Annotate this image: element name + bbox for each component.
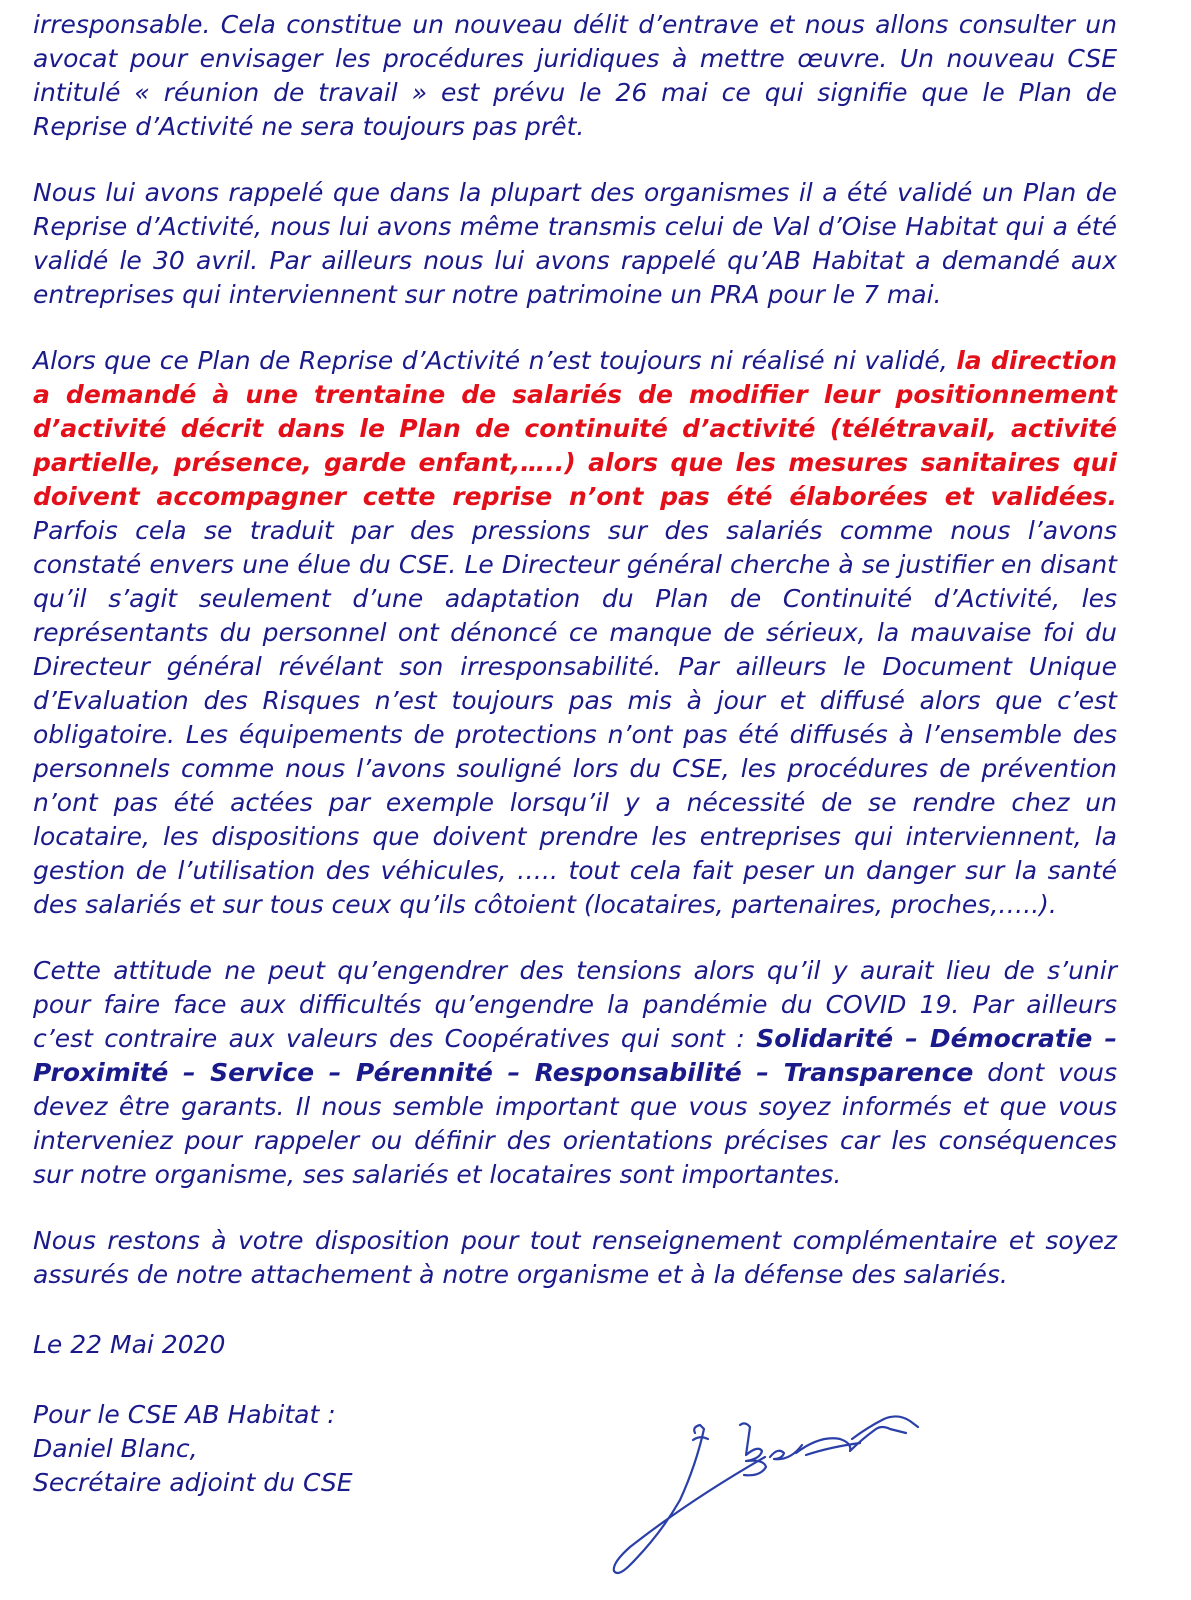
sign-line-title: Secrétaire adjoint du CSE bbox=[33, 1468, 353, 1497]
letter-date: Le 22 Mai 2020 bbox=[33, 1330, 226, 1359]
paragraph-3-highlight: la direction a demandé à une trentaine de salariés de modifier leur positionnement d’activité décrit dans le Plan de continuité d’activité (télétravail, activité partielle, présence, garde enfant,…..) alors que les mesures sanitaires qui doivent accompagner cette reprise n’ont pas été élaborées et validées. bbox=[33, 346, 1117, 511]
paragraph-3-intro: Alors que ce Plan de Reprise d’Activité n’est toujours ni réalisé ni validé, bbox=[33, 346, 957, 375]
paragraph-3-rest: Parfois cela se traduit par des pressions sur des salariés comme nous l’avons constaté envers une élue du CSE. Le Directeur général cherche à se justifier en disant qu’il s’agit seulement d’une adaptation du Plan de Continuité d’Activité, les représentants du personnel ont dénoncé ce manque de sérieux, la mauvaise foi du Directeur général révélant son irresponsabilité. Par ailleurs le Document Unique d’Evaluation des Risques n’est toujours pas mis à jour et diffusé alors que c’est obligatoire. Les équipements de protections n’ont pas été diffusés à l’ensemble des personnels comme nous l’avons souligné lors du CSE, les procédures de prévention n’ont pas été actées par exemple lorsqu’il y a nécessité de se rendre chez un locataire, les dispositions que doivent prendre les entreprises qui interviennent, la gestion de l’utilisation des véhicules, ….. tout cela fait peser un danger sur la santé des salariés et sur tous ceux qu’ils côtoient (locataires, partenaires, proches,…..). bbox=[33, 516, 1117, 919]
paragraph-5: Nous restons à votre disposition pour tout renseignement complémentaire et soyez assurés de notre attachement à notre organisme et à la défense des salariés. bbox=[33, 1226, 1117, 1289]
sign-line-organisation: Pour le CSE AB Habitat : bbox=[33, 1400, 336, 1429]
paragraph-3 bbox=[33, 344, 1117, 922]
paragraph-4-intro: Cette attitude ne peut qu’engendrer des tensions alors qu’il y aurait lieu de s’unir pour faire face aux difficultés qu’engendre la pandémie du COVID 19. Par ailleurs c’est contraire aux valeurs des Coopératives qui sont : bbox=[33, 956, 1117, 1053]
paragraph-4-rest: dont vous devez être garants. Il nous semble important que vous soyez informés et que vous interveniez pour rappeler ou définir des orientations précises car les conséquences sur notre organisme, ses salariés et locataires sont importantes. bbox=[33, 1058, 1118, 1189]
cooperative-values: Solidarité – Démocratie – Proximité – Service – Pérennité – Responsabilité – Transparence bbox=[33, 1024, 1117, 1087]
paragraph-2: Nous lui avons rappelé que dans la plupart des organismes il a été validé un Plan de Reprise d’Activité, nous lui avons même transmis celui de Val d’Oise Habitat qui a été validé le 30 avril. Par ailleurs nous lui avons rappelé qu’AB Habitat a demandé aux entreprises qui interviennent sur notre patrimoine un PRA pour le 7 mai. bbox=[33, 178, 1117, 309]
signature-block bbox=[33, 1398, 1117, 1500]
letter-body bbox=[33, 8, 1117, 1532]
paragraph-1: irresponsable. Cela constitue un nouveau délit d’entrave et nous allons consulter un avocat pour envisager les procédures juridiques à mettre œuvre. Un nouveau CSE intitulé « réunion de travail » est prévu le 26 mai ce qui signifie que le Plan de Reprise d’Activité ne sera toujours pas prêt. bbox=[33, 10, 1117, 141]
handwritten-signature bbox=[600, 1395, 930, 1585]
paragraph-4 bbox=[33, 954, 1117, 1192]
sign-line-name: Daniel Blanc, bbox=[33, 1434, 198, 1463]
